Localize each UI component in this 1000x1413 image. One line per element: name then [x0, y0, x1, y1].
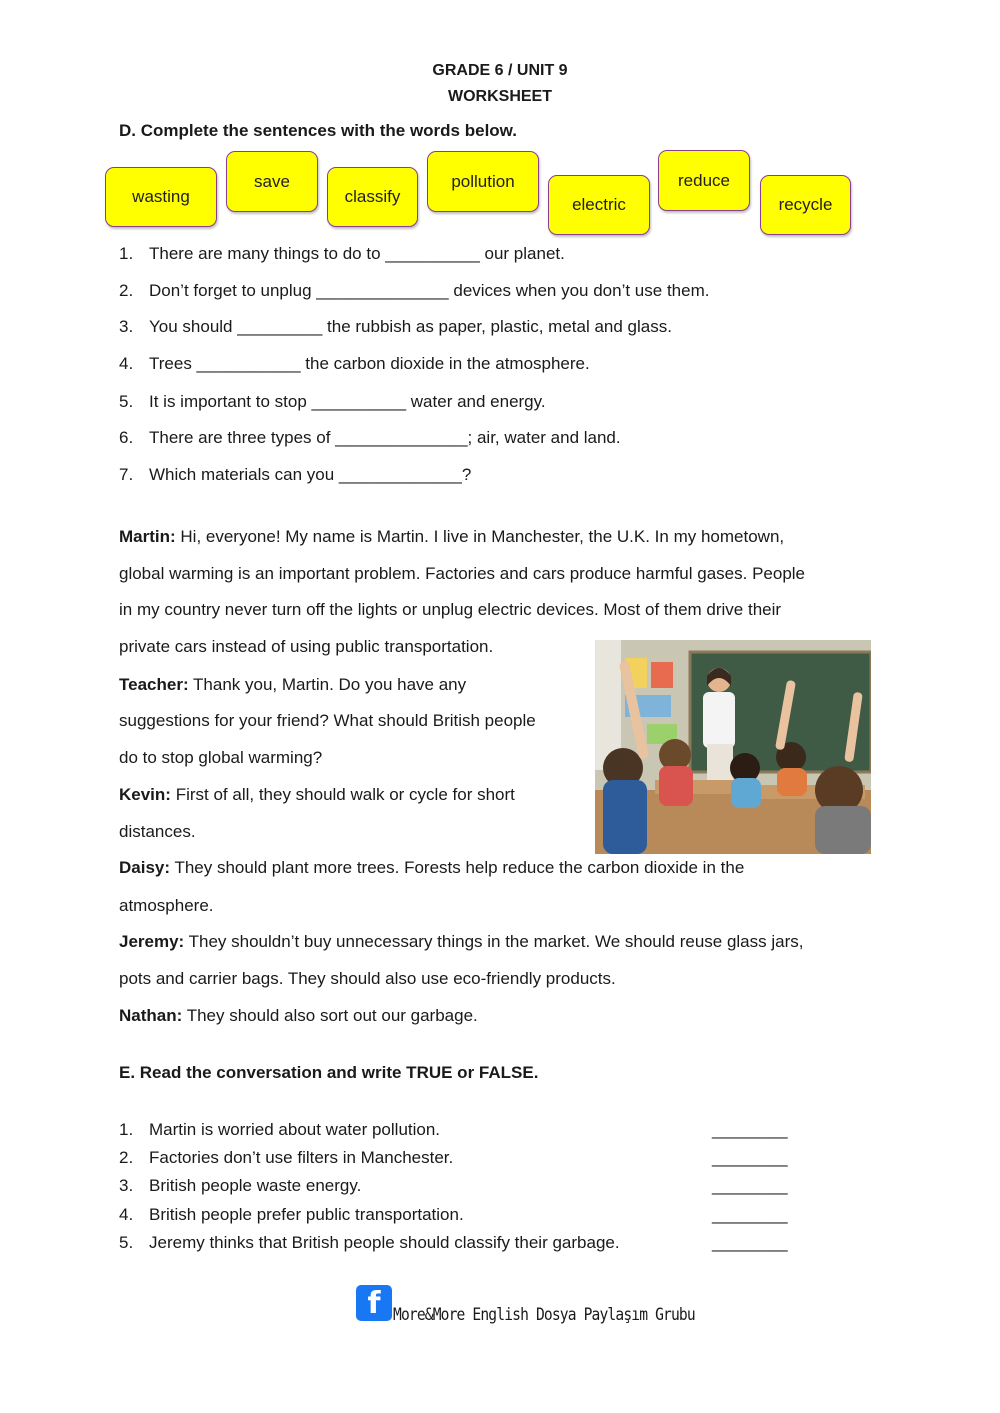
- list-item: 7. Which materials can you _____________?: [119, 465, 472, 484]
- answer-blank: ________: [712, 1205, 788, 1224]
- answer-blank: ________: [712, 1120, 788, 1139]
- word-box: pollution: [427, 151, 539, 212]
- conversation-line: in my country never turn off the lights or unplug electric devices. Most of them drive their: [119, 600, 782, 619]
- section-d-heading: D. Complete the sentences with the words below.: [119, 121, 517, 140]
- conversation-line: pots and carrier bags. They should also use eco-friendly products.: [119, 969, 616, 988]
- conversation-line: distances.: [119, 822, 196, 841]
- word-box: electric: [548, 175, 650, 235]
- answer-blank: ________: [712, 1148, 788, 1167]
- list-item: 3. You should _________ the rubbish as paper, plastic, metal and glass.: [119, 317, 672, 336]
- worksheet-title-line2: WORKSHEET: [448, 88, 552, 105]
- list-item: 5. Jeremy thinks that British people should classify their garbage.: [119, 1233, 620, 1252]
- answer-blank: ________: [712, 1233, 788, 1252]
- section-e-heading: E. Read the conversation and write TRUE or FALSE.: [119, 1063, 539, 1082]
- word-box: reduce: [658, 150, 750, 211]
- classroom-photo: [595, 640, 871, 854]
- conversation-line: Nathan: They should also sort out our garbage.: [119, 1006, 478, 1025]
- conversation-line: atmosphere.: [119, 896, 214, 915]
- conversation-line: Teacher: Thank you, Martin. Do you have any: [119, 675, 467, 694]
- conversation-line: do to stop global warming?: [119, 748, 323, 767]
- list-item: 5. It is important to stop __________ water and energy.: [119, 392, 546, 411]
- list-item: 2. Don’t forget to unplug ______________ devices when you don’t use them.: [119, 281, 710, 300]
- list-item: 4. Trees ___________ the carbon dioxide in the atmosphere.: [119, 354, 590, 373]
- footer-group-name: More&More English Dosya Paylaşım Grubu: [393, 1305, 695, 1325]
- list-item: 2. Factories don’t use filters in Manchester.: [119, 1148, 454, 1167]
- conversation-line: Daisy: They should plant more trees. Forests help reduce the carbon dioxide in the: [119, 858, 745, 877]
- word-box: classify: [327, 167, 418, 227]
- word-box: wasting: [105, 167, 217, 227]
- conversation-line: Martin: Hi, everyone! My name is Martin. I live in Manchester, the U.K. In my hometown,: [119, 527, 785, 546]
- list-item: 1. Martin is worried about water pollution.: [119, 1120, 441, 1139]
- answer-blank: ________: [712, 1176, 788, 1195]
- list-item: 4. British people prefer public transportation.: [119, 1205, 464, 1224]
- conversation-line: Jeremy: They shouldn’t buy unnecessary things in the market. We should reuse glass jars,: [119, 932, 804, 951]
- worksheet-title-line1: GRADE 6 / UNIT 9: [432, 62, 568, 79]
- list-item: 6. There are three types of ______________; air, water and land.: [119, 428, 621, 447]
- list-item: 1. There are many things to do to __________ our planet.: [119, 244, 565, 263]
- conversation-line: Kevin: First of all, they should walk or cycle for short: [119, 785, 515, 804]
- list-item: 3. British people waste energy.: [119, 1176, 362, 1195]
- conversation-line: suggestions for your friend? What should British people: [119, 711, 536, 730]
- conversation-line: global warming is an important problem. Factories and cars produce harmful gases. People: [119, 564, 806, 583]
- word-box: recycle: [760, 175, 851, 235]
- word-box: save: [226, 151, 318, 212]
- facebook-icon: f: [356, 1285, 392, 1321]
- conversation-line: private cars instead of using public transportation.: [119, 637, 494, 656]
